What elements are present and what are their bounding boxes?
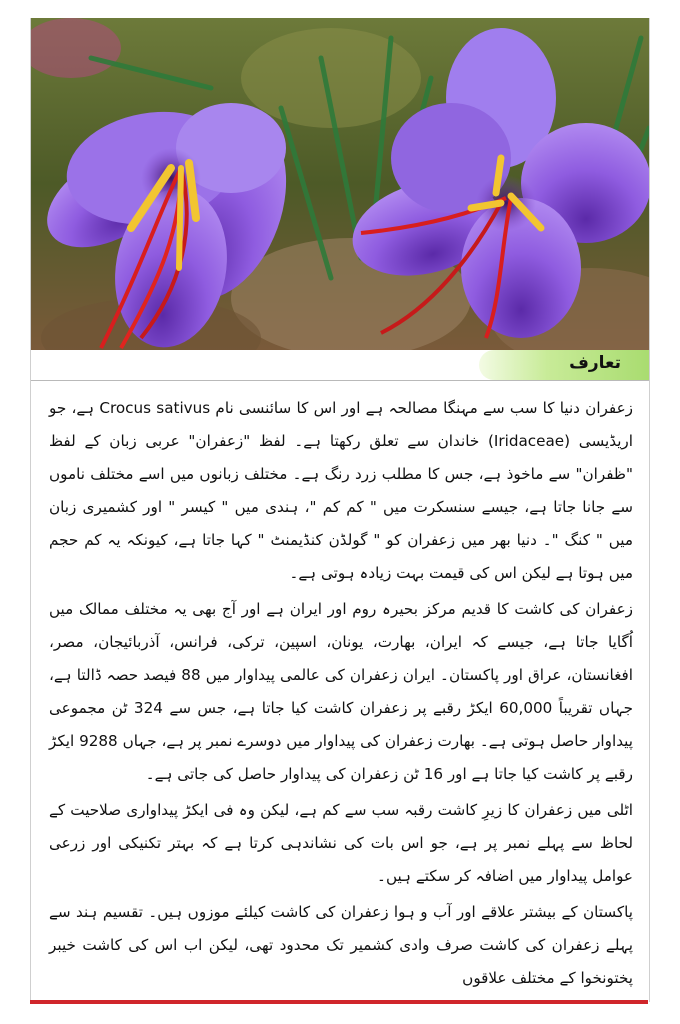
section-title-pill [479, 350, 649, 380]
paragraph-italy: اٹلی میں زعفران کا زیرِ کاشت رقبہ سب سے کم ہے، لیکن وہ فی ایکڑ پیداواری صلاحیت کے لحاظ سے پہلے نمبر پر ہے، جو اس بات کی نشاندہی کرتا ہے کہ بہتر تکنیکی اور زرعی عوامل پیداوار میں اضافہ کر سکتے ہیں۔ [49, 801, 633, 885]
section-header [31, 350, 649, 381]
section-title: تعارف [569, 353, 621, 373]
saffron-flowers-photo [31, 18, 649, 350]
article-body [49, 392, 633, 998]
paragraph-cultivation: زعفران کی کاشت کا قدیم مرکز بحیرہ روم اور ایران ہے اور آج بھی یہ مختلف ممالک میں اُگایا جاتا ہے، جیسے کہ ایران، بھارت، یونان، اسپین، ترکی، فرانس، آذربائیجان، مصر، افغانستان، عراق اور پاکستان۔ ایران زعفران کی عالمی پیداوار میں 88 فیصد حصہ ڈالتا ہے، جہاں تقریباً 60,000 ایکڑ رقبے پر زعفران کاشت کیا جاتا ہے، جس سے 324 ٹن مجموعی پیداوار حاصل ہوتی ہے۔ بھارت زعفران کی پیداوار میں دوسرے نمبر پر ہے، جہاں 9288 ایکڑ رقبے پر کاشت کیا جاتا ہے اور 16 ٹن زعفران کی پیداوار حاصل کی جاتی ہے۔ [49, 600, 634, 783]
paragraph-pakistan: پاکستان کے بیشتر علاقے اور آب و ہوا زعفران کی کاشت کیلئے موزوں ہیں۔ تقسیم ہند سے پہلے زعفران کی کاشت صرف وادی کشمیر تک محدود تھی، لیکن اب اس کی کاشت خیبر پختونخوا کے مختلف علاقوں [49, 903, 633, 987]
bottom-divider [30, 1000, 648, 1004]
article-frame [30, 18, 650, 1002]
paragraph-intro: زعفران دنیا کا سب سے مہنگا مصالحہ ہے اور اس کا سائنسی نام Crocus sativus ہے، جو اریڈیسی (Iridaceae) خاندان سے تعلق رکھتا ہے۔ لفظ "زعفران" عربی زبان کے لفظ "ظفران" سے ماخوذ ہے، جس کا مطلب زرد رنگ ہے۔ مختلف زبانوں میں اسے مختلف ناموں سے جانا جاتا ہے، جیسے سنسکرت میں " کم کم "، ہندی میں " کیسر " اور کشمیری زبان میں " کنگ "۔ دنیا بھر میں زعفران کو " گولڈن کنڈیمنٹ " کہا جاتا ہے، کیونکہ یہ کم حجم میں ہوتا ہے لیکن اس کی قیمت بہت زیادہ ہوتی ہے۔ [49, 399, 633, 582]
